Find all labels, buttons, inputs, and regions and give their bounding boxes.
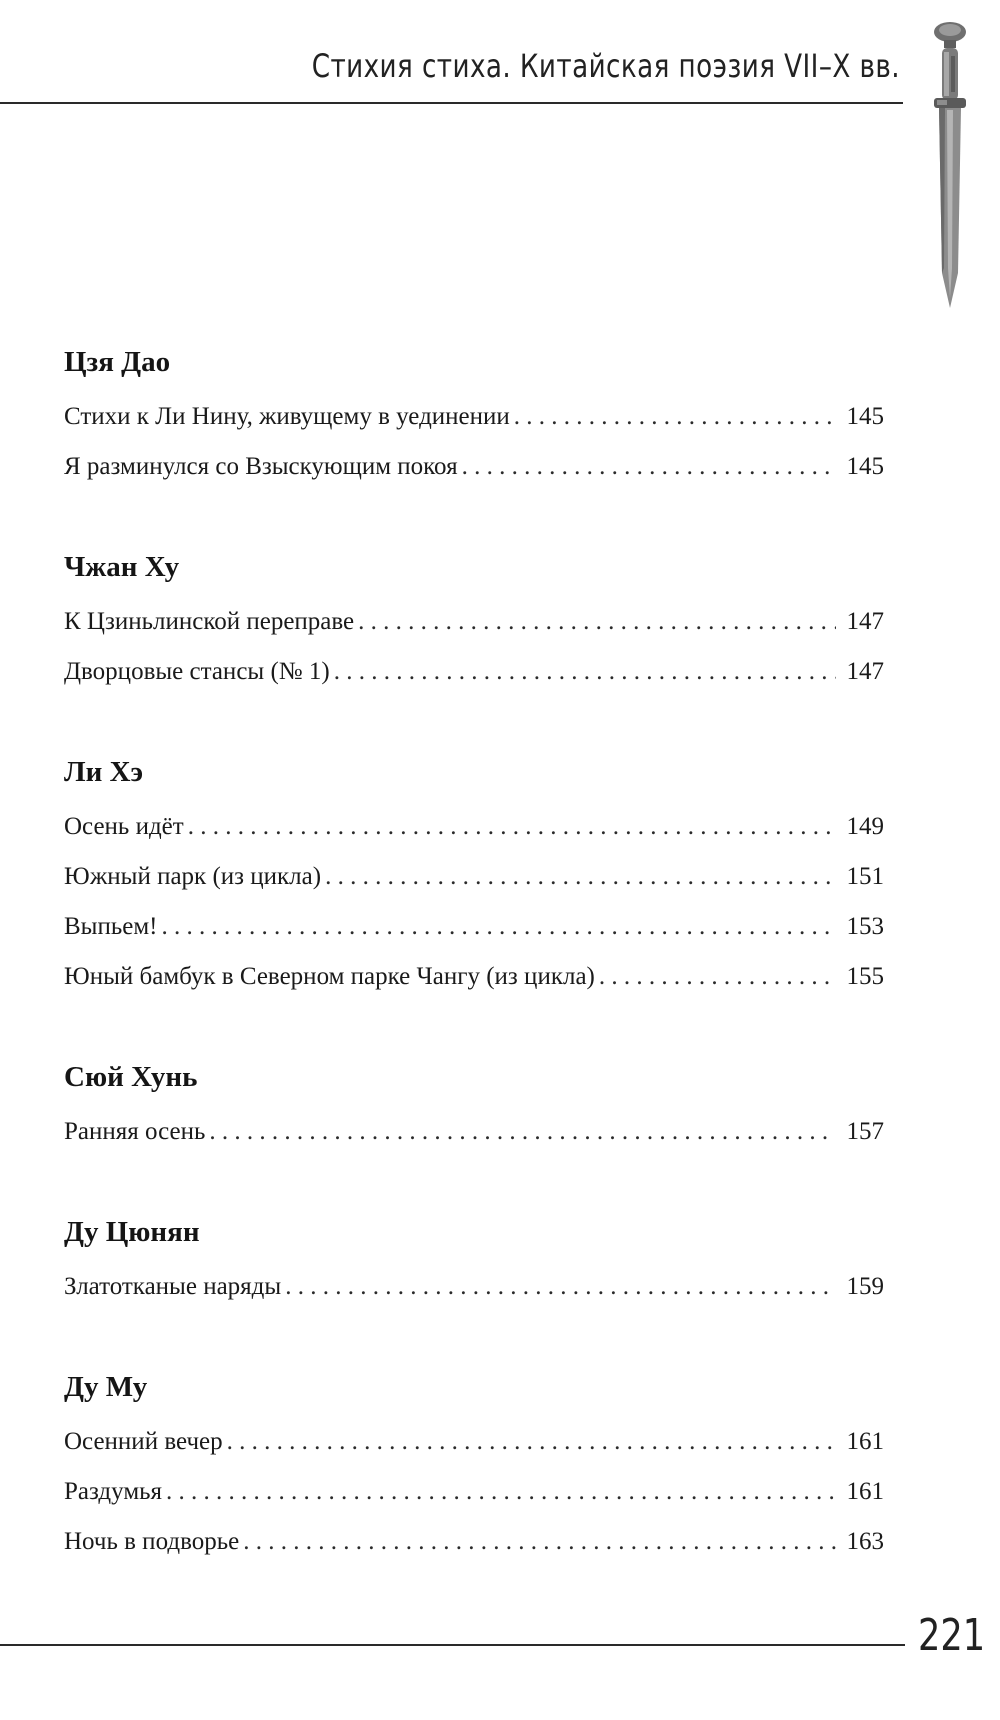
dot-leader: [227, 1417, 836, 1467]
entry-title: Стихи к Ли Нину, живущему в уединении: [64, 403, 510, 430]
entry-title: Юный бамбук в Северном парке Чангу (из цикла): [64, 963, 595, 990]
toc-entry[interactable]: [64, 1107, 884, 1157]
entry-title: Златотканые наряды: [64, 1273, 282, 1300]
toc-entry[interactable]: [64, 952, 884, 1002]
entry-page-number: 161: [846, 1478, 884, 1505]
entry-title: Дворцовые стансы (№ 1): [64, 658, 330, 685]
toc-section: [64, 1210, 884, 1312]
toc-section: [64, 340, 884, 492]
footer-rule: [0, 1644, 905, 1646]
dot-leader: [243, 1517, 836, 1567]
toc-section: [64, 545, 884, 697]
entry-title: Я разминулся со Взыскующим покоя: [64, 453, 458, 480]
toc-entry-list: [64, 802, 884, 1002]
dot-leader: [162, 902, 837, 952]
toc-entry[interactable]: [64, 1467, 884, 1517]
toc-entry-list: [64, 597, 884, 697]
dot-leader: [358, 597, 836, 647]
toc-entry-list: [64, 1262, 884, 1312]
toc-entry[interactable]: [64, 647, 884, 697]
entry-page-number: 151: [846, 863, 884, 890]
entry-page-number: 149: [846, 813, 884, 840]
entry-page-number: 163: [846, 1528, 884, 1555]
toc-section: [64, 1055, 884, 1157]
author-heading: Чжан Ху: [64, 551, 180, 583]
toc-entry[interactable]: [64, 392, 884, 442]
toc-entry[interactable]: [64, 802, 884, 852]
entry-title: Выпьем!: [64, 913, 158, 940]
author-heading: Ли Хэ: [64, 756, 144, 788]
dot-leader: [209, 1107, 836, 1157]
toc-entry[interactable]: [64, 1417, 884, 1467]
entry-page-number: 161: [846, 1428, 884, 1455]
toc-entry[interactable]: [64, 1262, 884, 1312]
entry-page-number: 145: [846, 453, 884, 480]
dot-leader: [334, 647, 836, 697]
entry-page-number: 157: [846, 1118, 884, 1145]
entry-title: Раздумья: [64, 1478, 163, 1505]
entry-page-number: 147: [846, 658, 884, 685]
dot-leader: [599, 952, 836, 1002]
toc-entry-list: [64, 392, 884, 492]
entry-title: Ранняя осень: [64, 1118, 206, 1145]
entry-title: Осенний вечер: [64, 1428, 223, 1455]
author-heading: Ду Му: [64, 1371, 148, 1403]
dot-leader: [166, 1467, 836, 1517]
entry-page-number: 159: [846, 1273, 884, 1300]
dot-leader: [462, 442, 836, 492]
toc-entry[interactable]: [64, 1517, 884, 1567]
author-heading: Цзя Дао: [64, 346, 171, 378]
running-header: Стихия стиха. Китайская поэзия VII–X вв.: [311, 47, 900, 85]
author-heading: Сюй Хунь: [64, 1061, 198, 1093]
toc-section: [64, 750, 884, 1002]
dot-leader: [514, 392, 836, 442]
toc-section: [64, 1365, 884, 1567]
entry-page-number: 155: [846, 963, 884, 990]
toc-entry[interactable]: [64, 852, 884, 902]
toc-entry[interactable]: [64, 902, 884, 952]
entry-page-number: 153: [846, 913, 884, 940]
toc-entry[interactable]: [64, 597, 884, 647]
table-of-contents: [64, 340, 884, 1620]
author-heading: Ду Цюнян: [64, 1216, 200, 1248]
dot-leader: [188, 802, 836, 852]
entry-title: Южный парк (из цикла): [64, 863, 322, 890]
header-rule: [0, 102, 903, 104]
dot-leader: [285, 1262, 836, 1312]
sword-icon: [925, 18, 975, 318]
toc-entry-list: [64, 1107, 884, 1157]
entry-title: Ночь в подворье: [64, 1528, 240, 1555]
dot-leader: [325, 852, 836, 902]
toc-entry-list: [64, 1417, 884, 1567]
page-number: 221: [918, 1610, 986, 1661]
entry-page-number: 145: [846, 403, 884, 430]
entry-page-number: 147: [846, 608, 884, 635]
entry-title: Осень идёт: [64, 813, 184, 840]
toc-entry[interactable]: [64, 442, 884, 492]
entry-title: К Цзиньлинской переправе: [64, 608, 355, 635]
